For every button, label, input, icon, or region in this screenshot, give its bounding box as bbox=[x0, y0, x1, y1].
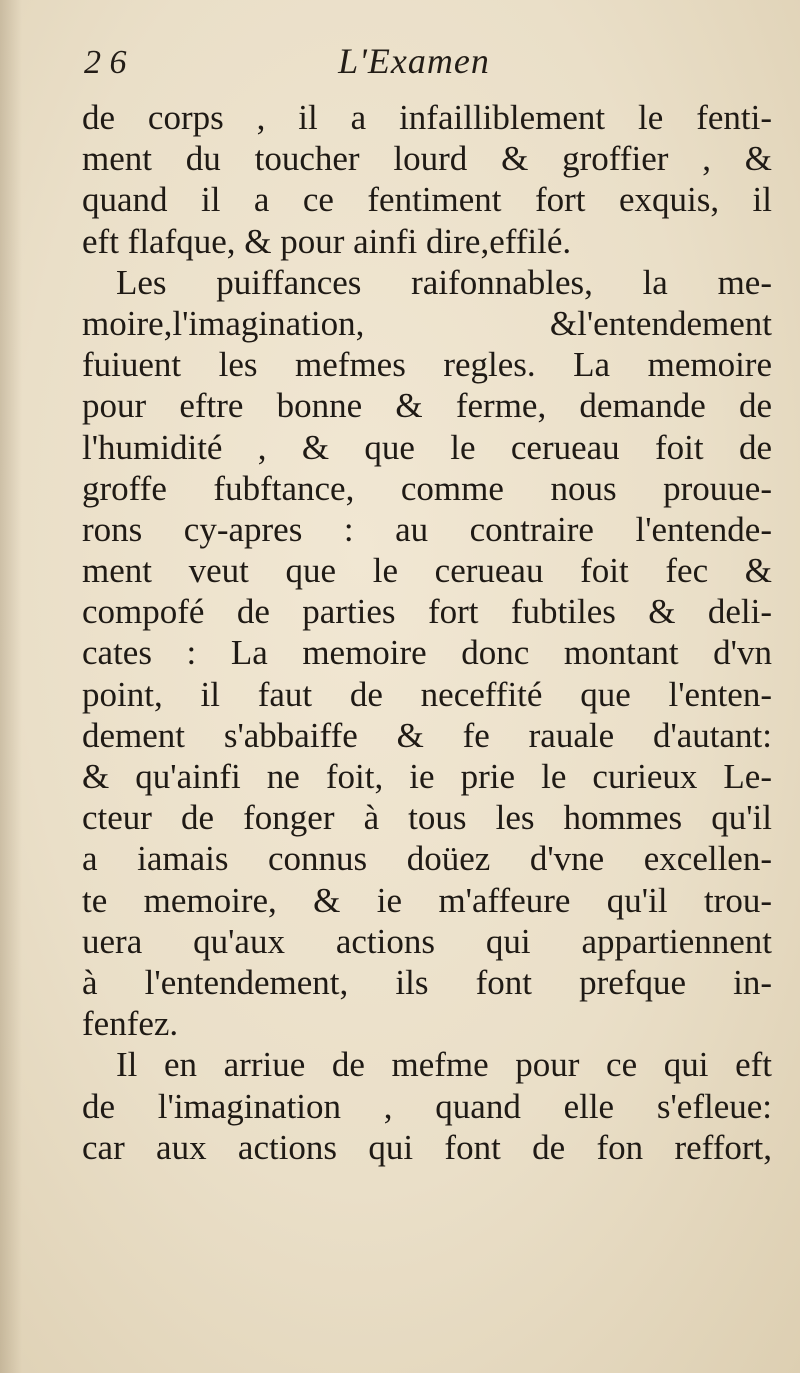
text-line: pour eftre bonne & ferme, demande de bbox=[82, 386, 772, 426]
text-line: quand il a ce fentiment fort exquis, il bbox=[82, 180, 772, 220]
text-line: cates : La memoire donc montant d'vn bbox=[82, 633, 772, 673]
text-line: Les puiffances raifonnables, la me- bbox=[116, 262, 772, 302]
text-line: de l'imagination , quand elle s'efleue: bbox=[82, 1086, 772, 1126]
text-line: l'humidité , & que le cerueau foit de bbox=[82, 427, 772, 467]
page-header bbox=[84, 40, 744, 90]
running-title: L'Examen bbox=[338, 41, 490, 81]
text-line: te memoire, & ie m'affeure qu'il trou- bbox=[82, 880, 772, 920]
text-line: cteur de fonger à tous les hommes qu'il bbox=[82, 798, 772, 838]
text-line: dement s'abbaiffe & fe rauale d'autant: bbox=[82, 715, 772, 755]
text-line: & qu'ainfi ne foit, ie prie le curieux Le- bbox=[82, 757, 772, 796]
text-line: fuiuent les mefmes regles. La memoire bbox=[82, 345, 772, 385]
text-line: compofé de parties fort fubtiles & deli- bbox=[82, 592, 772, 632]
text-line: point, il faut de neceffité que l'enten- bbox=[82, 674, 772, 714]
text-line: moire,l'imagination, &l'entendement bbox=[82, 303, 772, 343]
body-text bbox=[82, 97, 772, 1168]
text-line: fenfez. bbox=[82, 1004, 179, 1044]
text-line: ment veut que le cerueau foit fec & bbox=[82, 551, 772, 591]
text-line: uera qu'aux actions qui appartiennent bbox=[82, 921, 772, 961]
text-line: eft flafque, & pour ainfi dire,effilé. bbox=[82, 221, 572, 261]
text-line: car aux actions qui font de fon reffort, bbox=[82, 1127, 772, 1167]
page-edge-shadow bbox=[0, 0, 22, 1373]
text-line: rons cy-apres : au contraire l'entende- bbox=[82, 509, 772, 549]
text-line: de corps , il a infailliblement le fenti- bbox=[82, 98, 772, 137]
text-line: ment du toucher lourd & groffier , & bbox=[82, 139, 772, 179]
text-line: a iamais connus doüez d'vne excellen- bbox=[82, 839, 772, 879]
text-line: à l'entendement, ils font prefque in- bbox=[82, 962, 772, 1002]
page-number: 2 6 bbox=[84, 44, 127, 81]
text-line: groffe fubftance, comme nous prouue- bbox=[82, 468, 772, 508]
text-line: Il en arriue de mefme pour ce qui eft bbox=[116, 1045, 772, 1085]
